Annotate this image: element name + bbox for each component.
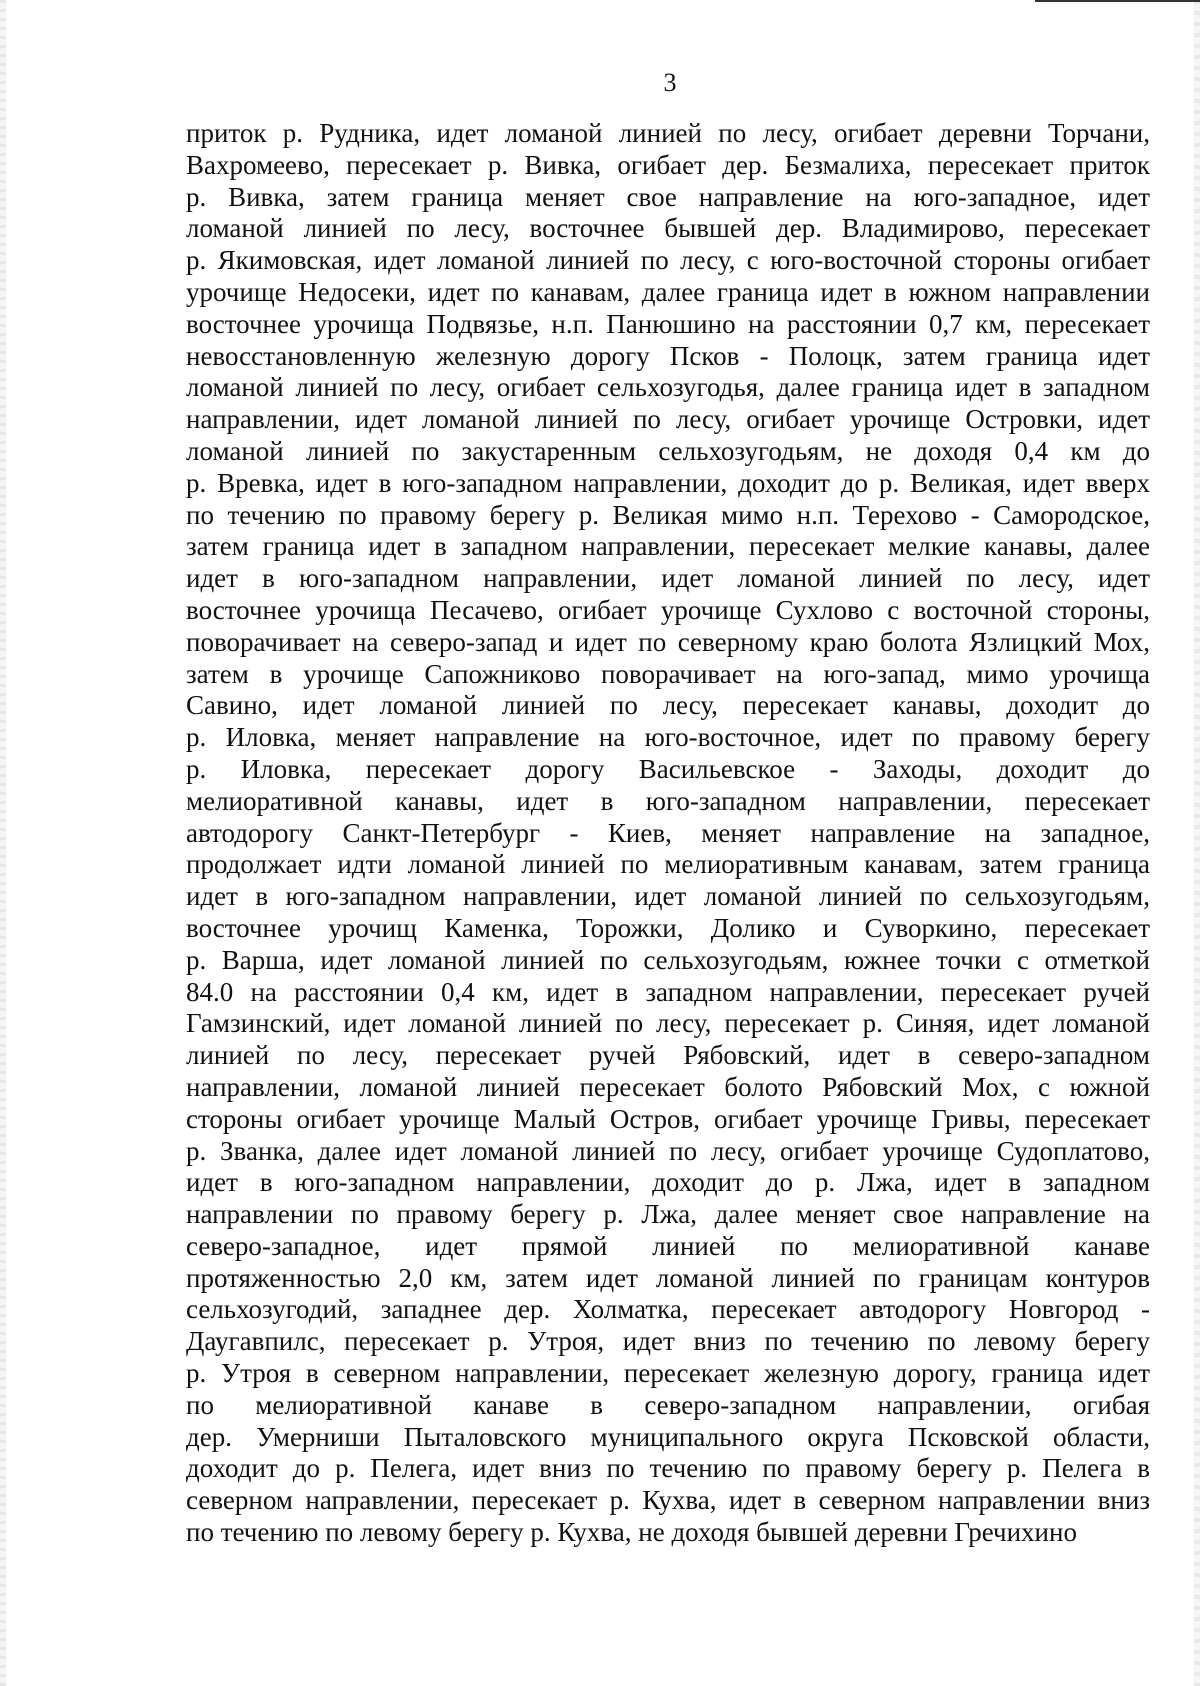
text-line: Гамзинский, идет ломаной линией по лесу, пересекает р. Синяя, идет ломаной [186, 1008, 1150, 1039]
text-line: восточнее урочищ Каменка, Торожки, Долико и Суворкино, пересекает [186, 912, 1150, 943]
text-line: мелиоративной канавы, идет в юго-западном направлении, пересекает [186, 785, 1150, 816]
text-line: направлении, идет ломаной линией по лесу, огибает урочище Островки, идет [186, 404, 1150, 435]
text-line: северо-западное, идет прямой линией по мелиоративной канаве [186, 1230, 1150, 1261]
text-line: р. Иловка, меняет направление на юго-восточное, идет по правому берегу [186, 722, 1150, 753]
top-rule [1035, 0, 1200, 2]
text-line: северном направлении, пересекает р. Кухва, идет в северном направлении вниз [186, 1485, 1150, 1516]
text-line: Даугавпилс, пересекает р. Утроя, идет вниз по течению по левому берегу [186, 1326, 1150, 1357]
text-line: р. Утроя в северном направлении, пересекает железную дорогу, граница идет [186, 1358, 1150, 1389]
text-line: направлении, ломаной линией пересекает болото Рябовский Мох, с южной [186, 1071, 1150, 1102]
text-line: поворачивает на северо-запад и идет по северному краю болота Язлицкий Мох, [186, 626, 1150, 657]
scan-edge-right [1194, 0, 1200, 1686]
scan-edge-left [0, 0, 6, 1686]
text-line: продолжает идти ломаной линией по мелиоративным канавам, затем граница [186, 849, 1150, 880]
text-line: идет в юго-западном направлении, идет ломаной линией по сельхозугодьям, [186, 881, 1150, 912]
text-line: дер. Умерниши Пыталовского муниципального округа Псковской области, [186, 1421, 1150, 1452]
text-line: идет в юго-западном направлении, идет ломаной линией по лесу, идет [186, 563, 1150, 594]
text-line: р. Якимовская, идет ломаной линией по лесу, с юго-восточной стороны огибает [186, 245, 1150, 276]
text-line: 84.0 на расстоянии 0,4 км, идет в западном направлении, пересекает ручей [186, 976, 1150, 1007]
text-line: по течению по правому берегу р. Великая мимо н.п. Терехово - Самородское, [186, 499, 1150, 530]
text-line: направлении по правому берегу р. Лжа, далее меняет свое направление на [186, 1199, 1150, 1230]
text-line: идет в юго-западном направлении, доходит до р. Лжа, идет в западном [186, 1167, 1150, 1198]
text-line: по течению по левому берегу р. Кухва, не доходя бывшей деревни Гречихино [186, 1517, 1077, 1548]
text-line: приток р. Рудника, идет ломаной линией по лесу, огибает деревни Торчани, [186, 118, 1150, 148]
text-line: р. Званка, далее идет ломаной линией по лесу, огибает урочище Судоплатово, [186, 1135, 1150, 1166]
text-line: затем в урочище Сапожниково поворачивает на юго-запад, мимо урочища [186, 658, 1150, 689]
text-line: автодорогу Санкт-Петербург - Киев, меняет направление на западное, [186, 817, 1150, 848]
page-number: 3 [663, 68, 677, 97]
text-line: восточнее урочища Подвязье, н.п. Панюшино на расстоянии 0,7 км, пересекает [186, 308, 1150, 339]
text-line: линией по лесу, пересекает ручей Рябовский, идет в северо-западном [186, 1040, 1150, 1071]
text-line: сельхозугодий, западнее дер. Холматка, пересекает автодорогу Новгород - [186, 1294, 1150, 1325]
text-line: Вахромеево, пересекает р. Вивка, огибает дер. Безмалиха, пересекает приток [186, 149, 1150, 180]
text-line: стороны огибает урочище Малый Остров, огибает урочище Гривы, пересекает [186, 1103, 1150, 1134]
text-line: р. Вревка, идет в юго-западном направлении, доходит до р. Великая, идет вверх [186, 467, 1150, 498]
text-line: р. Вивка, затем граница меняет свое направление на юго-западное, идет [186, 181, 1150, 212]
text-line: ломаной линией по лесу, огибает сельхозугодья, далее граница идет в западном [186, 372, 1150, 403]
text-line: Савино, идет ломаной линией по лесу, пересекает канавы, доходит до [186, 690, 1150, 721]
text-line: р. Иловка, пересекает дорогу Васильевское - Заходы, доходит до [186, 753, 1150, 784]
text-line: затем граница идет в западном направлении, пересекает мелкие канавы, далее [186, 531, 1150, 562]
text-line: невосстановленную железную дорогу Псков - Полоцк, затем граница идет [186, 340, 1150, 371]
text-line: ломаной линией по лесу, восточнее бывшей дер. Владимирово, пересекает [186, 213, 1150, 244]
text-line: протяженностью 2,0 км, затем идет ломаной линией по границам контуров [186, 1262, 1150, 1293]
body-paragraph [186, 118, 1150, 1549]
text-line: доходит до р. Пелега, идет вниз по течению по правому берегу р. Пелега в [186, 1453, 1150, 1484]
text-line: восточнее урочища Песачево, огибает урочище Сухлово с восточной стороны, [186, 594, 1150, 625]
text-line: ломаной линией по закустаренным сельхозугодьям, не доходя 0,4 км до [186, 435, 1150, 466]
text-line: урочище Недосеки, идет по канавам, далее граница идет в южном направлении [186, 276, 1150, 307]
text-line: р. Варша, идет ломаной линией по сельхозугодьям, южнее точки с отметкой [186, 944, 1150, 975]
text-line: по мелиоративной канаве в северо-западном направлении, огибая [186, 1389, 1150, 1420]
